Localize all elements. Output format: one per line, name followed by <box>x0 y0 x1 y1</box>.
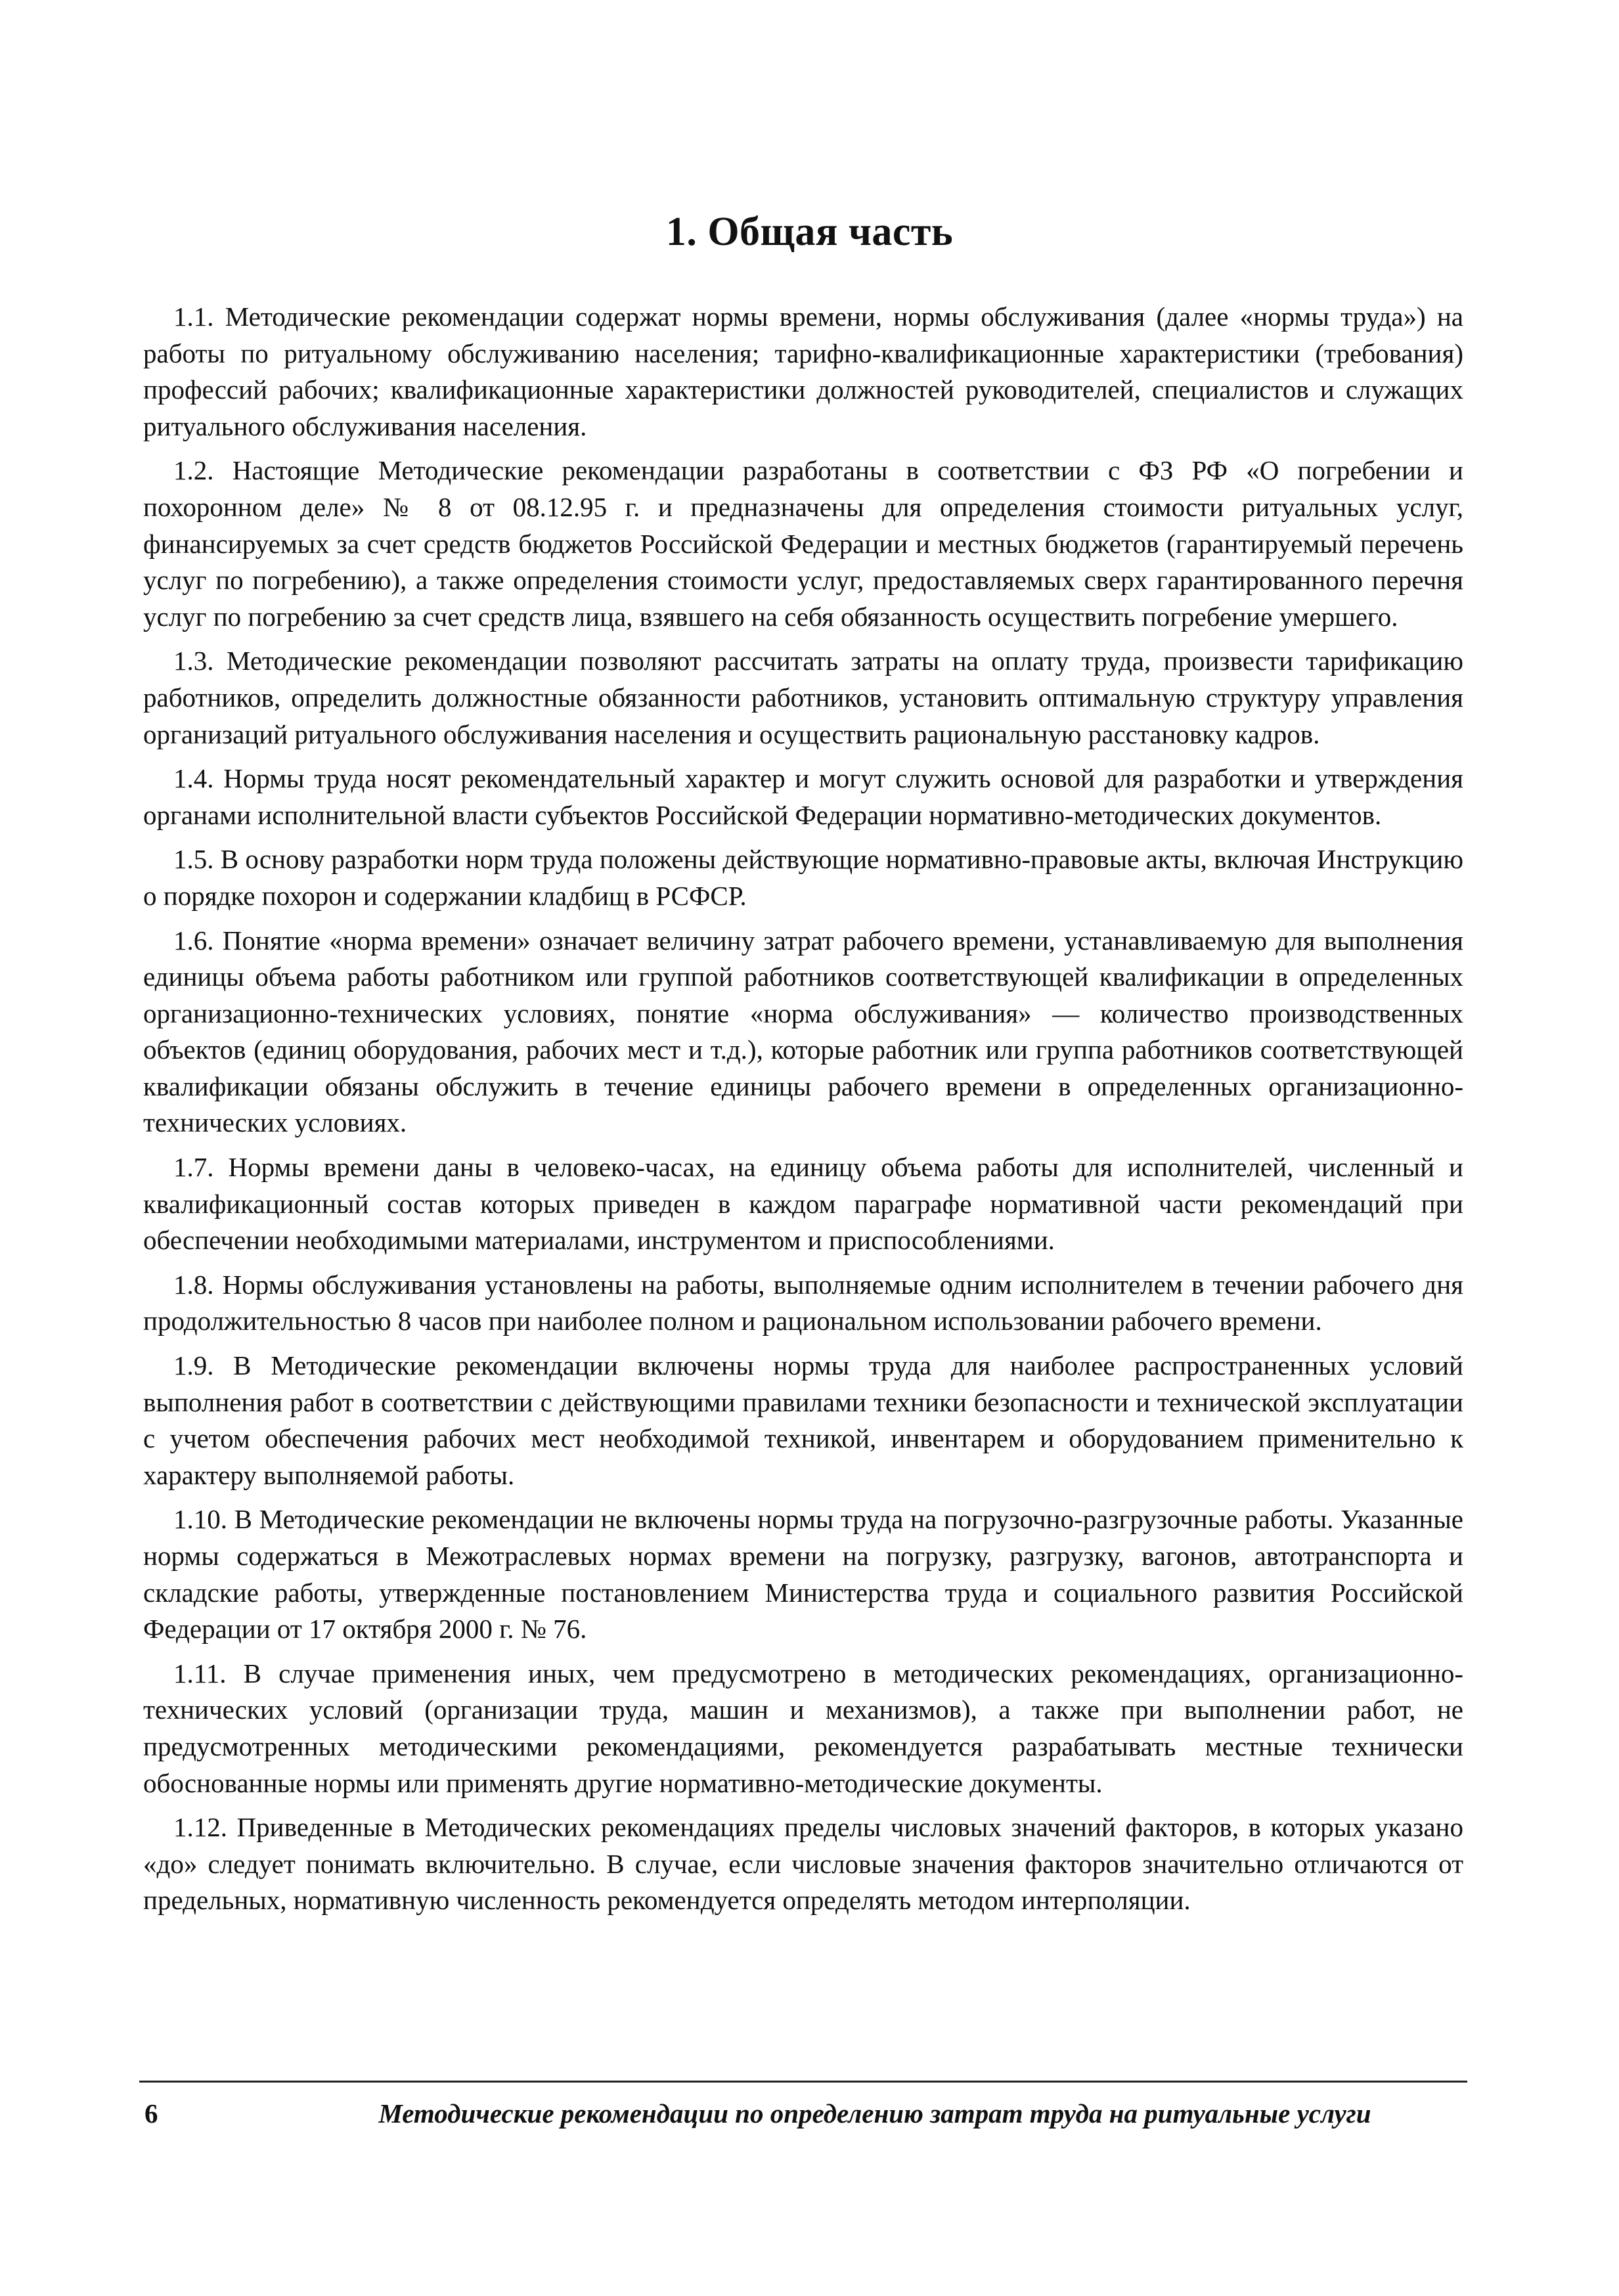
section-body <box>143 299 1463 1927</box>
footer-divider <box>139 2081 1467 2083</box>
paragraph-1-6: 1.6. Понятие «норма времени» означает величину затрат рабочего времени, устанавливаемую для выполнения единицы объема работы работником или группой работников соответствующей квалификации в определенных организационно-технических условиях, понятие «норма обслуживания» — количество производственных объектов (единиц оборудования, рабочих мест и т.д.), которые работник или группа работников соответствующей квалификации обязаны обслужить в течение единицы рабочего времени в определенных организационно-технических условиях. <box>143 925 1463 1138</box>
page-number: 6 <box>144 2098 158 2129</box>
paragraph-1-2: 1.2. Настоящие Методические рекомендации разработаны в соответствии с ФЗ РФ «О погребении и похоронном деле» № 8 от 08.12.95 г. и предназначены для определения стоимости ритуальных услуг, финансируемых за счет средств бюджетов Российской Федерации и местных бюджетов (гарантируемый перечень услуг по погребению), а также определения стоимости услуг, предоставляемых сверх гарантированного перечня услуг по погребению за счет средств лица, взявшего на себя обязанность осуществить погребение умершего. <box>143 455 1463 632</box>
paragraph-1-9: 1.9. В Методические рекомендации включены нормы труда для наиболее распространенных условий выполнения работ в соответствии с действующими правилами техники безопасности и технической эксплуатации с учетом обеспечения рабочих мест необходимой техникой, инвентарем и оборудованием применительно к характеру выполняемой работы. <box>143 1350 1463 1490</box>
paragraph-1-12: 1.12. Приведенные в Методических рекомендациях пределы числовых значений факторов, в которых указано «до» следует понимать включительно. В случае, если числовые значения факторов значительно отличаются от предельных, нормативную численность рекомендуется определять методом интерполяции. <box>143 1812 1463 1916</box>
page-footer <box>139 2095 1467 2134</box>
paragraph-1-4: 1.4. Нормы труда носят рекомендательный характер и могут служить основой для разработки и утверждения органами исполнительной власти субъектов Российской Федерации нормативно-методических документов. <box>143 763 1463 830</box>
paragraph-1-7: 1.7. Нормы времени даны в человеко-часах, на единицу объема работы для исполнителей, численный и квалификационный состав которых приведен в каждом параграфе нормативной части рекомендаций при обеспечении необходимыми материалами, инструментом и приспособлениями. <box>143 1152 1463 1256</box>
paragraph-1-10: 1.10. В Методические рекомендации не включены нормы труда на погрузочно-разгрузочные работы. Указанные нормы содержаться в Межотраслевых нормах времени на погрузку, разгрузку, вагонов, автотранспорта и складские работы, утвержденные постановлением Министерства труда и социального развития Российской Федерации от 17 октября 2000 г. № 76. <box>143 1504 1463 1645</box>
paragraph-1-5: 1.5. В основу разработки норм труда положены действующие нормативно-правовые акты, включая Инструкцию о порядке похорон и содержании кладбищ в РСФСР. <box>143 844 1463 911</box>
paragraph-1-3: 1.3. Методические рекомендации позволяют рассчитать затраты на оплату труда, произвести тарификацию работников, определить должностные обязанности работников, установить оптимальную структуру управления организаций ритуального обслуживания населения и осуществить рациональную расстановку кадров. <box>143 646 1463 749</box>
section-title: 1. Общая часть <box>665 210 954 254</box>
paragraph-1-8: 1.8. Нормы обслуживания установлены на работы, выполняемые одним исполнителем в течении рабочего дня продолжительностью 8 часов при наиболее полном и рациональном использовании рабочего времени. <box>143 1269 1463 1336</box>
paragraph-1-1: 1.1. Методические рекомендации содержат нормы времени, нормы обслуживания (далее «нормы труда») на работы по ритуальному обслуживанию населения; тарифно-квалификационные характеристики (требования) профессий рабочих; квалификационные характеристики должностей руководителей, специалистов и служащих ритуального обслуживания населения. <box>143 301 1463 441</box>
running-title: Методические рекомендации по определению затрат труда на ритуальные услуги <box>378 2098 1371 2129</box>
paragraph-1-11: 1.11. В случае применения иных, чем предусмотрено в методических рекомендациях, организационно-технических условий (организации труда, машин и механизмов), а также при выполнении работ, не предусмотренных методическими рекомендациями, рекомендуется разрабатывать местные технически обоснованные нормы или применять другие нормативно-методические документы. <box>143 1658 1463 1798</box>
